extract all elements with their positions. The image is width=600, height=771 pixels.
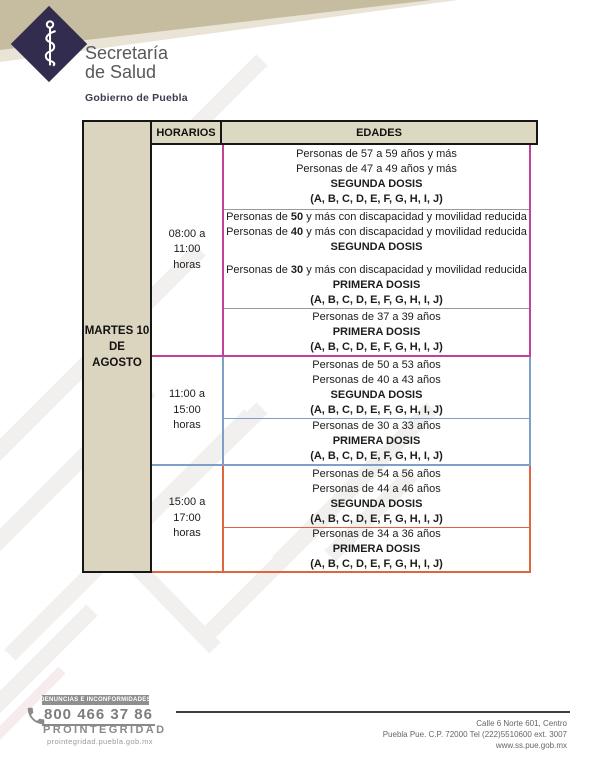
age-line-number: 30 xyxy=(290,264,304,276)
age-block xyxy=(224,145,529,209)
address-block xyxy=(245,718,567,751)
time-line: 15:00 a xyxy=(168,496,206,509)
complaints-phone-number: 800 466 37 86 xyxy=(42,706,155,726)
age-line: Personas de 30 a 33 años xyxy=(312,420,441,432)
age-line-pre: Personas de xyxy=(226,211,291,223)
age-block xyxy=(224,418,529,464)
dose-label: SEGUNDA DOSIS xyxy=(330,497,423,510)
time-group-0800-1100 xyxy=(150,143,531,357)
brand-block xyxy=(85,44,188,108)
dose-label: PRIMERA DOSIS xyxy=(332,279,421,291)
age-block xyxy=(224,466,529,527)
age-line-post: y más con discapacidad y movilidad reducida xyxy=(303,264,527,276)
age-line-pre: Personas de xyxy=(226,226,291,238)
groups-label: (A, B, C, D, E, F, G, H, I, J) xyxy=(310,558,443,570)
header-edades: EDADES xyxy=(220,120,538,145)
time-line: 15:00 xyxy=(173,403,201,416)
age-line: Personas de 54 a 56 años xyxy=(312,467,441,480)
spacer-line xyxy=(224,255,529,263)
brand-name-line1: Secretaría xyxy=(85,43,169,63)
dose-label: PRIMERA DOSIS xyxy=(332,543,421,555)
age-line: Personas de 47 a 49 años y más xyxy=(296,163,457,175)
age-line: Personas de 57 a 59 años y más xyxy=(296,148,457,160)
dose-label: SEGUNDA DOSIS xyxy=(330,178,423,190)
age-block xyxy=(224,209,529,308)
asclepius-staff-icon xyxy=(37,18,63,70)
groups-label: (A, B, C, D, E, F, G, H, I, J) xyxy=(310,450,443,462)
dose-label: SEGUNDA DOSIS xyxy=(330,388,423,401)
age-line-pre: Personas de xyxy=(226,264,291,276)
dose-label: PRIMERA DOSIS xyxy=(332,325,421,338)
age-line-post: y más con discapacidad y movilidad reducida xyxy=(303,226,527,238)
time-line: horas xyxy=(173,419,201,432)
footer-divider xyxy=(176,711,570,713)
dose-label: PRIMERA DOSIS xyxy=(332,435,421,447)
time-line: 08:00 a xyxy=(168,227,206,240)
time-line: 11:00 a xyxy=(169,388,205,401)
time-line: 11:00 xyxy=(173,243,201,256)
time-group-1500-1700 xyxy=(150,464,531,573)
horarios-cell xyxy=(152,145,222,355)
prointegridad-website: prointegridad.puebla.gob.mx xyxy=(47,737,153,746)
age-line: Personas de 40 a 43 años xyxy=(312,373,441,386)
government-label: Gobierno de Puebla xyxy=(85,92,188,104)
address-line1: Calle 6 Norte 601, Centro xyxy=(476,719,567,728)
age-line xyxy=(224,210,529,225)
age-line-number: 40 xyxy=(290,226,304,238)
age-line xyxy=(224,225,529,240)
groups-label: (A, B, C, D, E, F, G, H, I, J) xyxy=(310,512,443,525)
groups-label: (A, B, C, D, E, F, G, H, I, J) xyxy=(310,193,443,205)
groups-label: (A, B, C, D, E, F, G, H, I, J) xyxy=(310,340,443,353)
age-line: Personas de 50 a 53 años xyxy=(312,358,441,371)
age-line: Personas de 34 a 36 años xyxy=(312,528,441,540)
edades-cell xyxy=(222,466,529,571)
header-horarios: HORARIOS xyxy=(150,120,222,145)
horarios-cell xyxy=(152,466,222,571)
age-block xyxy=(224,357,529,418)
time-group-1100-1500 xyxy=(150,355,531,466)
age-line xyxy=(224,263,529,278)
time-line: horas xyxy=(173,258,201,271)
time-line: 17:00 xyxy=(173,511,201,524)
age-block xyxy=(224,308,529,355)
day-line1: MARTES 10 xyxy=(84,324,150,337)
address-line3: www.ss.pue.gob.mx xyxy=(495,741,567,750)
complaints-badge: DENUNCIAS E INCONFORMIDADES xyxy=(40,697,151,703)
age-line-post: y más con discapacidad y movilidad reducida xyxy=(303,211,527,223)
prointegridad-label: PROINTEGRIDAD xyxy=(43,724,167,736)
schedule-table xyxy=(82,120,538,573)
time-line: horas xyxy=(173,527,201,540)
edades-cell xyxy=(222,145,529,355)
age-block xyxy=(224,527,529,571)
groups-label: (A, B, C, D, E, F, G, H, I, J) xyxy=(310,403,443,416)
day-line2: DE AGOSTO xyxy=(92,340,142,369)
age-line-number: 50 xyxy=(290,211,304,223)
brand-name-line2: de Salud xyxy=(85,62,157,82)
age-line: Personas de 37 a 39 años xyxy=(312,310,441,323)
day-column xyxy=(82,120,152,573)
age-line: Personas de 44 a 46 años xyxy=(312,482,441,495)
horarios-cell xyxy=(152,357,222,464)
address-line2: Puebla Pue. C.P. 72000 Tel (222)5510600 ext. 3007 xyxy=(382,730,567,739)
dose-label: SEGUNDA DOSIS xyxy=(330,241,423,253)
edades-cell xyxy=(222,357,529,464)
groups-label: (A, B, C, D, E, F, G, H, I, J) xyxy=(310,294,443,306)
